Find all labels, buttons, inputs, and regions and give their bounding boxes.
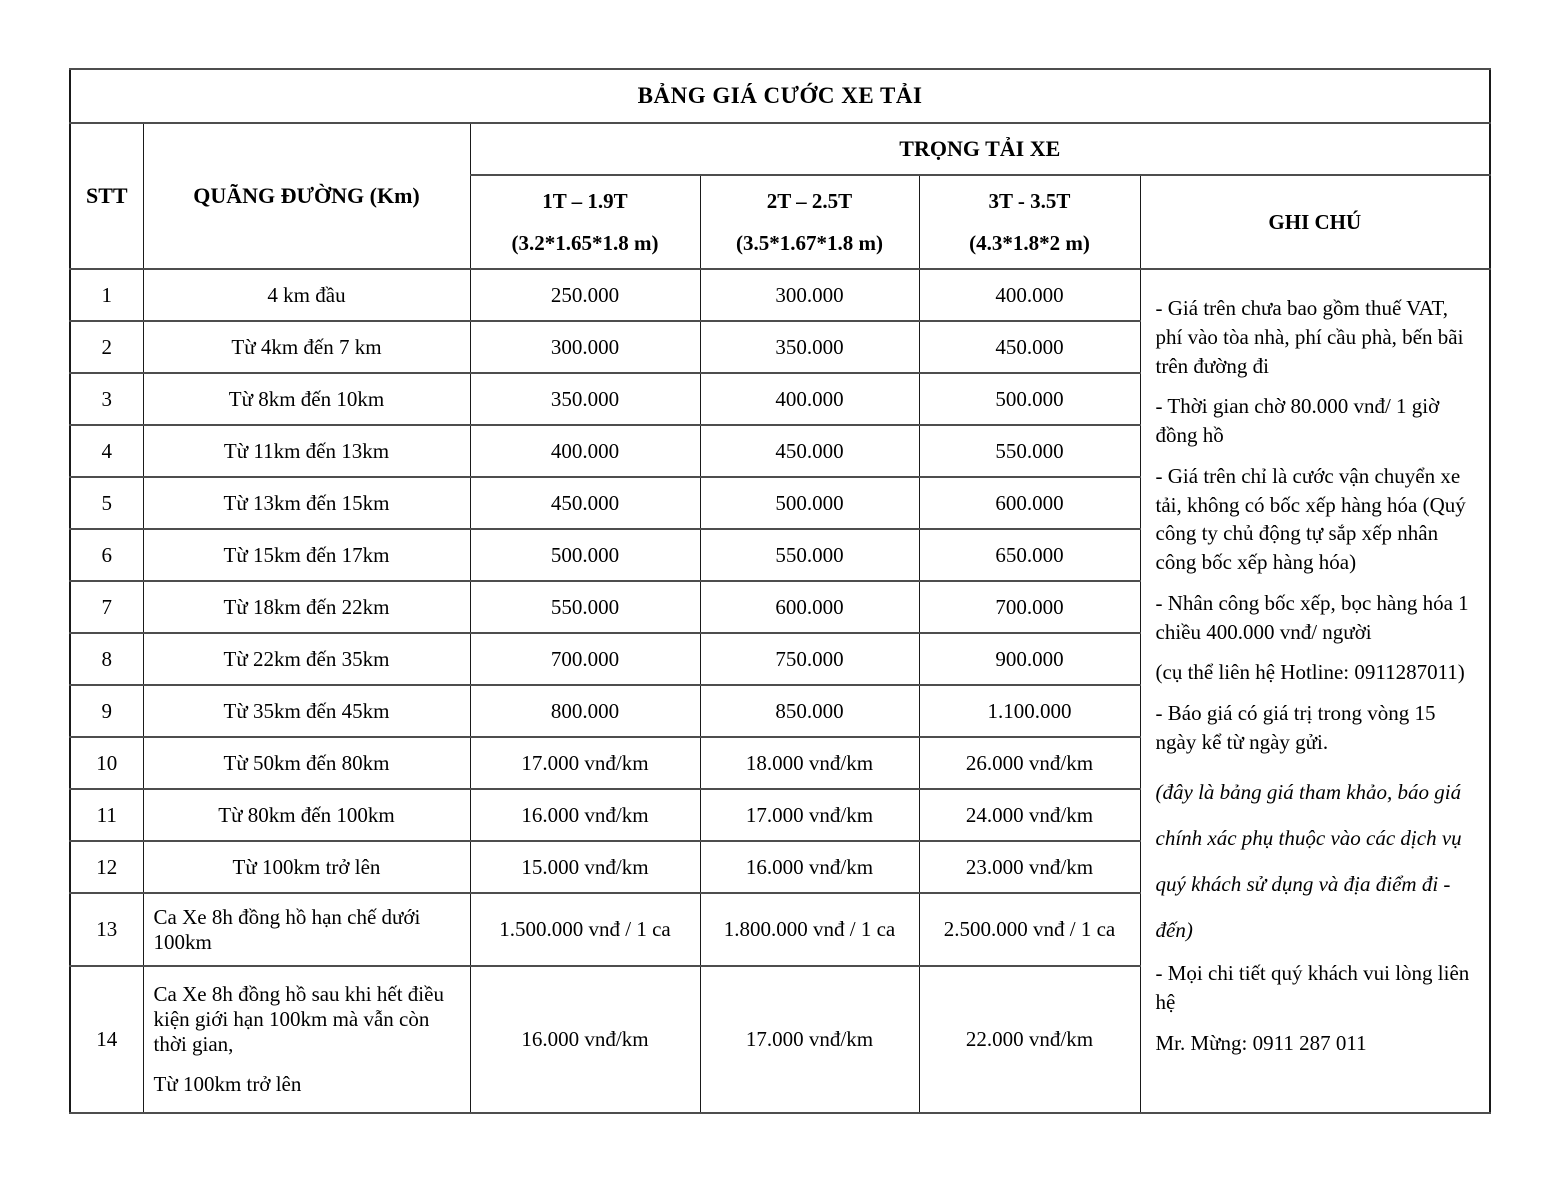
distance-text: Ca Xe 8h đồng hồ sau khi hết điều kiện giới hạn 100km mà vẫn còn thời gian, <box>153 982 444 1056</box>
price-value: 22.000 vnđ/km <box>919 966 1140 1113</box>
note-paragraph: - Giá trên chưa bao gồm thuế VAT, phí vào tòa nhà, phí cầu phà, bến bãi trên đường đi <box>1155 296 1464 378</box>
distance-text: Từ 35km đến 45km <box>223 698 390 723</box>
price-value: 400.000 <box>919 269 1140 321</box>
note-paragraph: Mr. Mừng: 0911 287 011 <box>1155 1031 1367 1055</box>
note-paragraph: - Mọi chi tiết quý khách vui lòng liên hệ <box>1155 961 1470 1015</box>
price-value: 700.000 <box>919 581 1140 633</box>
price-value: 15.000 vnđ/km <box>470 841 700 893</box>
price-value: 17.000 vnđ/km <box>700 966 919 1113</box>
price-value: 450.000 <box>470 477 700 529</box>
price-value: 1.100.000 <box>919 685 1140 737</box>
col-header-stt: STT <box>70 123 143 269</box>
price-value: 350.000 <box>700 321 919 373</box>
price-value: 600.000 <box>700 581 919 633</box>
distance-text: 4 km đầu <box>267 282 346 307</box>
distance-cell <box>143 737 470 789</box>
price-value: 550.000 <box>919 425 1140 477</box>
price-value: 400.000 <box>700 373 919 425</box>
weight-dimensions: (3.2*1.65*1.8 m) <box>511 230 659 255</box>
distance-cell <box>143 581 470 633</box>
distance-cell <box>143 477 470 529</box>
price-value: 17.000 vnđ/km <box>470 737 700 789</box>
stt-value: 5 <box>70 477 143 529</box>
stt-value: 4 <box>70 425 143 477</box>
distance-cell <box>143 425 470 477</box>
distance-cell <box>143 321 470 373</box>
weight-dimensions: (4.3*1.8*2 m) <box>969 230 1090 255</box>
price-value: 300.000 <box>470 321 700 373</box>
distance-text: Từ 50km đến 80km <box>223 750 390 775</box>
price-value: 300.000 <box>700 269 919 321</box>
col-header-tonnage: TRỌNG TẢI XE <box>470 123 1490 175</box>
stt-value: 7 <box>70 581 143 633</box>
weight-range: 3T - 3.5T <box>988 188 1071 213</box>
distance-cell <box>143 529 470 581</box>
tonnage-header-row <box>70 123 1490 175</box>
distance-cell <box>143 633 470 685</box>
table-row <box>70 269 1490 321</box>
price-value: 2.500.000 vnđ / 1 ca <box>919 893 1140 966</box>
price-value: 550.000 <box>700 529 919 581</box>
stt-value: 14 <box>70 966 143 1113</box>
stt-value: 13 <box>70 893 143 966</box>
price-value: 18.000 vnđ/km <box>700 737 919 789</box>
distance-cell <box>143 841 470 893</box>
col-header-distance: QUÃNG ĐƯỜNG (Km) <box>143 123 470 269</box>
stt-value: 2 <box>70 321 143 373</box>
distance-text: Ca Xe 8h đồng hồ hạn chế dưới 100km <box>153 904 421 954</box>
price-value: 500.000 <box>919 373 1140 425</box>
distance-text: Từ 11km đến 13km <box>223 438 390 463</box>
distance-text: Từ 80km đến 100km <box>218 802 395 827</box>
notes-cell <box>1140 269 1490 1113</box>
distance-cell <box>143 373 470 425</box>
truck-price-table <box>69 68 1491 1114</box>
price-value: 1.500.000 vnđ / 1 ca <box>470 893 700 966</box>
note-paragraph: (cụ thể liên hệ Hotline: 0911287011) <box>1155 660 1465 685</box>
price-value: 500.000 <box>470 529 700 581</box>
note-paragraph: - Nhân công bốc xếp, bọc hàng hóa 1 chiều 400.000 vnđ/ người <box>1155 590 1469 644</box>
price-value: 850.000 <box>700 685 919 737</box>
note-paragraph: - Giá trên chỉ là cước vận chuyển xe tải, không có bốc xếp hàng hóa (Quý công ty chủ động tự sắp xếp nhân công bốc xếp hàng hóa) <box>1155 463 1466 575</box>
price-value: 350.000 <box>470 373 700 425</box>
weight-class-header-1 <box>470 175 700 269</box>
note-paragraph: (đây là bảng giá tham khảo, báo giá chính xác phụ thuộc vào các dịch vụ quý khách sử dụng và địa điểm đi - đến) <box>1155 779 1462 943</box>
distance-text: Từ 18km đến 22km <box>223 594 390 619</box>
note-paragraph: - Báo giá có giá trị trong vòng 15 ngày kể từ ngày gửi. <box>1155 701 1436 754</box>
distance-cell <box>143 685 470 737</box>
stt-value: 1 <box>70 269 143 321</box>
price-value: 250.000 <box>470 269 700 321</box>
distance-cell <box>143 789 470 841</box>
weight-range: 2T – 2.5T <box>766 188 853 213</box>
price-value: 500.000 <box>700 477 919 529</box>
distance-cell <box>143 269 470 321</box>
price-value: 650.000 <box>919 529 1140 581</box>
title-row <box>70 69 1490 123</box>
distance-cell <box>143 893 470 966</box>
price-value: 1.800.000 vnđ / 1 ca <box>700 893 919 966</box>
distance-text: Từ 4km đến 7 km <box>231 334 382 359</box>
distance-cell <box>143 966 470 1113</box>
col-header-notes: GHI CHÚ <box>1140 175 1490 269</box>
stt-value: 10 <box>70 737 143 789</box>
note-paragraph: - Thời gian chờ 80.000 vnđ/ 1 giờ đồng hồ <box>1155 394 1440 448</box>
weight-class-header-2 <box>700 175 919 269</box>
price-value: 23.000 vnđ/km <box>919 841 1140 893</box>
price-value: 900.000 <box>919 633 1140 685</box>
stt-value: 3 <box>70 373 143 425</box>
price-value: 450.000 <box>700 425 919 477</box>
price-value: 550.000 <box>470 581 700 633</box>
price-value: 700.000 <box>470 633 700 685</box>
price-value: 16.000 vnđ/km <box>700 841 919 893</box>
distance-text: Từ 13km đến 15km <box>223 490 390 515</box>
stt-value: 11 <box>70 789 143 841</box>
weight-class-header-3 <box>919 175 1140 269</box>
distance-text: Từ 8km đến 10km <box>228 386 385 411</box>
price-value: 450.000 <box>919 321 1140 373</box>
distance-text: Từ 22km đến 35km <box>223 646 390 671</box>
price-value: 800.000 <box>470 685 700 737</box>
stt-value: 8 <box>70 633 143 685</box>
distance-text: Từ 100km trở lên <box>232 854 381 879</box>
price-value: 400.000 <box>470 425 700 477</box>
price-value: 16.000 vnđ/km <box>470 789 700 841</box>
weight-dimensions: (3.5*1.67*1.8 m) <box>736 230 883 255</box>
price-value: 750.000 <box>700 633 919 685</box>
price-value: 17.000 vnđ/km <box>700 789 919 841</box>
stt-value: 6 <box>70 529 143 581</box>
weight-range: 1T – 1.9T <box>542 188 628 213</box>
distance-text: Từ 15km đến 17km <box>223 542 390 567</box>
distance-text: Từ 100km trở lên <box>153 1072 302 1096</box>
stt-value: 9 <box>70 685 143 737</box>
price-value: 26.000 vnđ/km <box>919 737 1140 789</box>
stt-value: 12 <box>70 841 143 893</box>
table-body <box>70 269 1490 1113</box>
price-value: 600.000 <box>919 477 1140 529</box>
price-value: 24.000 vnđ/km <box>919 789 1140 841</box>
document-title: BẢNG GIÁ CƯỚC XE TẢI <box>70 69 1490 123</box>
price-value: 16.000 vnđ/km <box>470 966 700 1113</box>
